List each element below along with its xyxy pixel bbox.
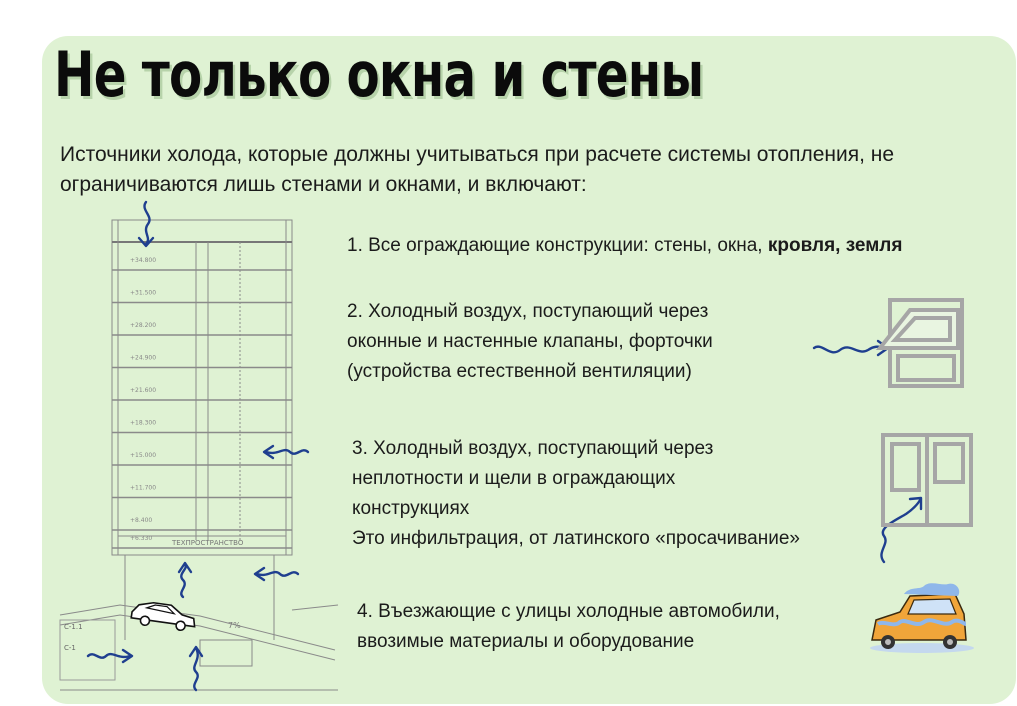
item-3-text [352,434,892,554]
item-1-text [347,231,1007,261]
item-1-bold-ground: земля [845,235,903,256]
item-1-bold-roof: кровля [767,235,836,256]
section-label-1: С-1.1 [64,623,83,631]
slope-label: 7% [228,621,241,630]
item-2-line: 2. Холодный воздух, поступающий через [347,301,709,322]
item-3-line: неплотности и щели в ограждающих [352,468,676,489]
level-mark: +11.700 [130,484,157,492]
intro-text: Источники холода, которые должны учитываться при расчете системы отопления, не ограничиваются лишь стенами и окнами, и включают: [60,143,895,196]
level-mark: +28.200 [130,322,157,329]
item-4-text [357,597,877,657]
level-mark: +21.600 [130,387,157,394]
page-title: Не только окна и стены [54,38,704,111]
item-1-separator: , [835,235,846,256]
cold-car-icon [870,583,974,653]
window-vent-icon [880,300,962,386]
item-2-line: (устройства естественной вентиляции) [347,361,692,382]
item-4-line: ввозимые материалы и оборудование [357,631,695,652]
wavy-arrow-icon [88,650,132,662]
item-1-prefix: 1. Все ограждающие конструкции: стены, окна, [347,235,768,256]
item-2-text [347,297,817,387]
item-2-line: оконные и настенные клапаны, форточки [347,331,713,352]
wavy-arrow-icon [814,341,888,355]
wavy-arrow-icon [255,568,298,580]
item-3-line: 3. Холодный воздух, поступающий через [352,438,714,459]
car-icon [130,600,197,632]
item-3-line: конструкциях [352,498,470,519]
section-label-2: С-1 [64,644,76,652]
wavy-arrow-icon [190,647,202,690]
level-mark: +24.900 [130,354,157,362]
level-mark: +6.330 [130,535,153,542]
wavy-arrow-icon [179,563,191,597]
level-mark: +31.500 [130,289,157,297]
level-mark: +34.800 [130,257,157,264]
level-mark: +18.300 [130,419,157,427]
door-window-icon [883,435,971,525]
item-3-line: Это инфильтрация, от латинского «просачивание» [352,528,800,549]
item-4-line: 4. Въезжающие с улицы холодные автомобили, [357,601,780,622]
tech-floor-label: ТЕХПРОСТРАНСТВО [172,539,244,547]
level-mark: +15.000 [130,452,157,459]
wavy-arrow-icon [139,202,153,246]
level-mark: +8.400 [130,517,153,524]
